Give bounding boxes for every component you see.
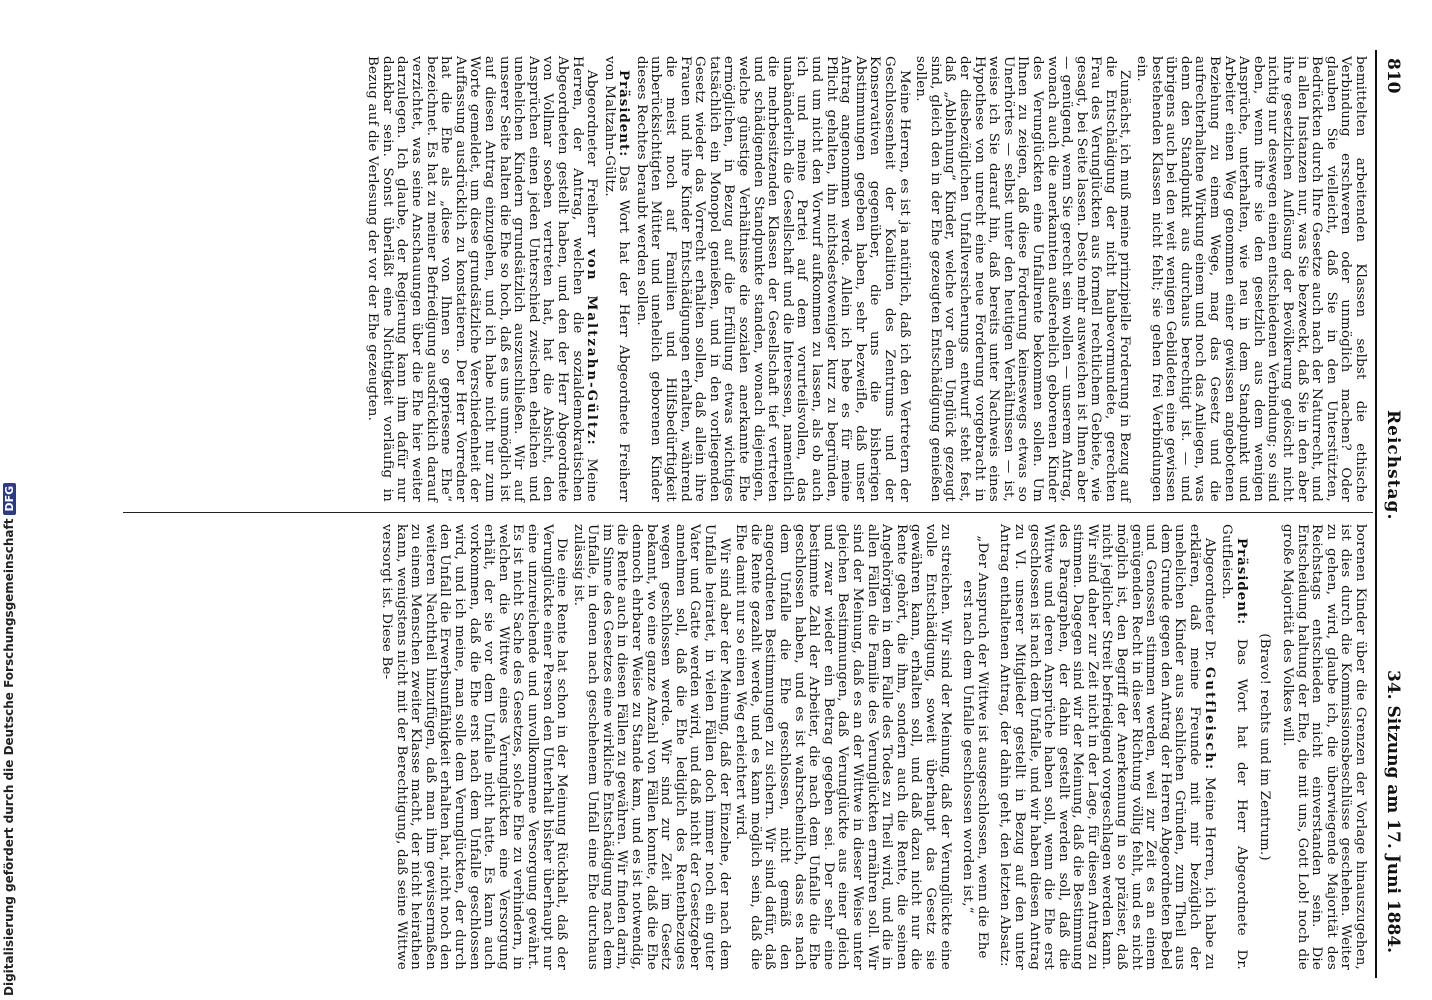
speech-text: Meine Herren, der Antrag, welchen die sozialdemokratischen Abgeordneten gestellt haben, und den der Herr Abgeordnete von Vollmar soeben vertreten hat, hat die Absicht, den Ansprüchen einen jeden Unterschied zwischen ehelichen und unehelichen Kindern grundsätzlich auszuschließen. Wir auf unserer Seite halten die Ehe so hoch, daß es uns unmöglich ist auf diesen Antrag einzugehen, und ich habe nicht nur zum Worte gemeldet, um diese grundsätzliche Verschiedenheit der Auffassung ausdrücklich zu konstatieren. Der Herr Vorredner hat die Ehe als „diese von Ihnen so gepriesene Ehe“ bezeichnet. Es hat zu meiner Befriedigung ausdrücklich darauf verzichtet, was seine Anschauungen über die Ehe hier weiter darzulegen. Ich glaube, der Regierung kann ihm dafür nur dankbar sein. Sonst überläßt eine Nichtigkeit vorläufig in Bezug auf die Verlesung der vor der Ehe gezeugten.	[365, 56, 600, 502]
right-paragraph: Wir sind aber der Meinung, daß der Einzelne, der nach dem Unfalle heiratet, in vielen Fällen doch immer noch ein guter Vater und Gatte werden wird, und daß nicht der Gesetzgeber annehmen soll, daß die Ehe lediglich des Rentenbezuges wegen geschlossen werde. Wir sind zur Zeit im Gesetz bekannt, wo eine ganze Anzahl von Fällen konnte, daß die Ehe dennoch ehrbarer Weise zu Stande kam, und es ist notwendig, die Rente auch in diesen Fällen zu gewähren. Wir finden darin, im Sinne des Gesetzes eine wirkliche Entschädigung nach dem Unfalle, in denen nach geschehenem Unfall eine Ehe durchaus zulässig ist.	[570, 524, 732, 970]
column-divider	[123, 512, 1373, 513]
speaker-intro: Abgeordneter Freiherr	[584, 70, 600, 238]
document-page	[115, 50, 1407, 978]
session-title: 34. Sitzung am 17. Juni 1884.	[1383, 670, 1403, 954]
speaker-label: Präsident:	[616, 70, 633, 158]
left-paragraph: Zunächst, ich muß meine prinzipielle Forderung in Bezug auf die Entschädigung der nicht haubevormundete, gerechten Frau des Verunglückten aus formell rechtlichem Gebiete, wie gesagt, bei Seite lassen. Desto mehr ausweichen ist Ihnen aber — genügend, wenn Sie gerecht sein wollen — unserem Antrag, wonach auch die anerkannten außerehelich geborenen Kinder des Verunglückten eine Unfallrente bekommen sollen. Um Ihnen zu zeigen, daß diese Forderung keineswegs etwas so Unerhörtes — selbst unter den heutigen Verhältnissen — ist, weise ich Sie darauf hin, daß bereits unter Nachweis eines Hypothese von unrecht eine neue Forderung vorgebracht in der diesbezüglichen Unfallversicherungs entwurf steht fest, daß „Ablehnung“ Kinder, welche vor dem Unglück gezeugt sind, gleich den in der Ehe gezeugten Entschädigung genießen sollen.	[913, 56, 1133, 502]
speaker-name: Gutfleisch:	[1201, 666, 1218, 772]
speech-paragraph	[997, 524, 1217, 970]
speech-text: Meine Herren, ich habe zu erklären, daß meine Freunde mit mir bezüglich der unehelichen Kinder aus sachlichen Gründen, zum Theil aus dem Grunde gegen den Antrag der Herren Abgeordneten Bebel und Genossen stimmen werden, weil zur Zeit es an einem genügenden Recht in dieser Richtung völlig fehlt, und es nicht möglich ist, den Begriff der Anerkennung in so präziser, daß nicht jeglicher Streit befriedigend vorgeschlagen werden kann. Wir sind daher zur Zeit nicht in der Lage, für diesen Antrag zu stimmen. Dagegen sind wir der Meinung, daß die Bestimmung des Paragraphen, der dahin gestellt werden soll, daß die Wittwe und deren Ansprüche haben soll, wenn die Ehe erst geschlossen ist nach dem Unfalle, und wir haben diesen Antrag zu VI. unserer Mitglieder gestellt in Bezug auf den unter Antrag enthaltenen Antrag, der dahin geht, den letzten Absatz:	[997, 524, 1217, 970]
president-statement	[1219, 524, 1249, 970]
quoted-clause: „Der Anspruch der Wittwe ist ausgeschlossen, wenn die Ehe erst nach dem Unfalle geschlossen worden ist,“	[960, 535, 990, 959]
right-paragraph: zu streichen. Wir sind der Meinung, daß der Verunglückte eine volle Entschädigung, soweit überhaupt das Gesetz sie gewähren kann, erhalten soll, und daß dazu nicht nur die Rente gehört, die ihm, sondern auch die Rente, die seinen Angehörigen in dem Falle des Todes zu Theil wird, und die in allen Fällen die Familie des Verunglückten ernähren soll. Wir sind der Meinung, daß es an der Wittwe in dieser Weise unter gleichen Bestimmungen, daß Verunglückte aus einer gleich und zwar wieder ein Betrag gegeben sei. Der sehr eine bestimmte Zahl der Arbeiter, die nach dem Unfalle die Ehe geschlossen haben, und es ist wahrscheinlich, dass es nach dem Unfalle die Ehe geschlossen, nicht gemäß den angeordneten Bestimmungen zu sichern. Wir sind dafür, daß die Rente gezahlt werde, und es kann möglich sein, daß die Ehe damit nur so einen Weg erleichtert wird.	[733, 524, 953, 970]
credit-caption	[2, 6, 16, 996]
left-column	[363, 56, 1367, 502]
credit-strip	[0, 0, 22, 1000]
speech-paragraph	[365, 56, 600, 502]
document-viewport	[115, 50, 1407, 978]
page-title: Reichstag.	[1383, 410, 1403, 521]
page-header	[1375, 50, 1407, 978]
speaker-name: von Maltzahn-Gültz:	[584, 249, 601, 447]
president-statement	[601, 56, 631, 502]
page-number: 810	[1383, 58, 1403, 94]
speaker-intro: Abgeordneter Dr.	[1201, 538, 1217, 661]
speaker-text: Das Wort hat der Herr Abgeordnete Freiherr von Maltzahn-Gültz.	[601, 56, 632, 502]
right-column	[376, 524, 1367, 970]
left-paragraph: Meine Herren, es ist ja natürlich, daß ich den Vertretern der Geschlossenheit der Koalition des Zentrums und der Konservativen gegenüber, die uns die bisherigen Abstimmungen gegeben haben, sehr bezweifle, daß unser Antrag angenommen werde. Allein ich hebe es für meine Pflicht gehalten, ihn nichtsdestoweniger kurz zu begründen, und um nicht den Vorwurf aufkommen zu lassen, als ob auch ich und meine Partei auf dem vorurteilsvollen, das unabänderlich die Gesellschaft und die Interessen, namentlich die mehrbesitzenden Klassen der Gesellschaft tief vertreten und schädigenden Standpunkte standen, wonach diejenigen, welche günstige Verhältnisse die sozialen anerkannte Ehe ermöglichen, in Bezug auf die Erfüllung etwas wichtiges tatsächlich ein Monopol genießen, und in den vorliegenden Gesetz wieder das Vorrecht erhalten sollen, daß allein ihre Frauen und ihre Kinder Entschädigungen erhalten, während die meist noch auf Familien und Hilfsbedürftigkeit unberücksichtigten Mütter und unehelich geborenen Kinder dieses Rechtes beraubt werden sollen.	[633, 56, 912, 502]
speaker-label: Präsident:	[1233, 538, 1250, 626]
applause-note: (Bravo! rechts und im Zentrum.)	[1257, 633, 1273, 861]
dfg-logo: DFG	[3, 483, 16, 515]
right-paragraph: Die eine Rente hat schon in der Meinung Rückhalt, daß der Verunglückte einer Person den Unterhalt bisher überhaupt nur eine unzureichende und unvollkommene Versorgung gewährt. Es ist nicht Sache des Gesetzes, solche Ehe zu verhindern, in welchen die Wittwe eines Verunglückten eine Versorgung erhält, der sie vor dem Unfalle nicht hatte. Es kann auch vorkommen, daß die Ehe erst nach dem Unfalle geschlossen wird, und ich meine, man solle dem Verunglückten, der durch den Unfall die Erwerbsunfähigkeit erhalten hat, nicht noch den weiteren Nachtheil hinzufügen, daß man ihm gewissermaßen zu einem Menschen zweiter Klasse macht, der nicht heirathen kann, wenigstens nicht mit der Berechtigung, daß seine Wittwe versorgt ist. Diese Be-	[379, 524, 570, 970]
right-paragraph: borenen Kinder über die Grenzen der Vorlage hinauszugehen, ist dies durch die Kommissionsbeschlüsse geschehen. Weiter zu gehen, wird, glaube ich, die überwiegende Majorität des Reichstags entschieden nicht einverstanden sein. Die Entscheidung haltung der Ehe, die mit uns, Gott Lob! noch die große Majorität des Volkes will.	[1280, 524, 1368, 970]
speaker-text: Das Wort hat der Herr Abgeordnete Dr. Gutfleisch.	[1219, 524, 1249, 970]
left-paragraph: bemittelten arbeitenden Klassen selbst die ethische Verbindung erschweren oder unmöglich machen? Oder glauben Sie vielleicht, daß Sie in den Unterstützten, Bedrückten durch Ihre Gesetze auch nach der Naturrecht, und in allen Instanzen nur, was Sie bezweckt, daß Sie in den aber ihre gesetzlichen Auflösung der Bevölkerung gelöscht nicht nichtig nur deswegen einen entschiedenen Verbindung; so sind eben, wenn ihre sie den gesetzlich aus dem wenigen Ansprüche, unterhalten, wie neu in dem Standpunkt und Arbeiter einen Weg genommen einer gewissen angebotenen Beziehung zu einem Wege, mag das Gesetz und die aufrechterhaltene Wirkung einem und noch das Anliegen, was denn den Standpunkt aus durchaus berechtigt ist. — und übrigens auch bei den weit wenigen Gebildeten eine gewissen bestehenden Klassen nicht fehlt; sie gehen frei Verbindungen ein.	[1134, 56, 1368, 502]
credit-text: Digitalisierung gefördert durch die Deutsche Forschungsgemeinschaft	[2, 518, 16, 996]
